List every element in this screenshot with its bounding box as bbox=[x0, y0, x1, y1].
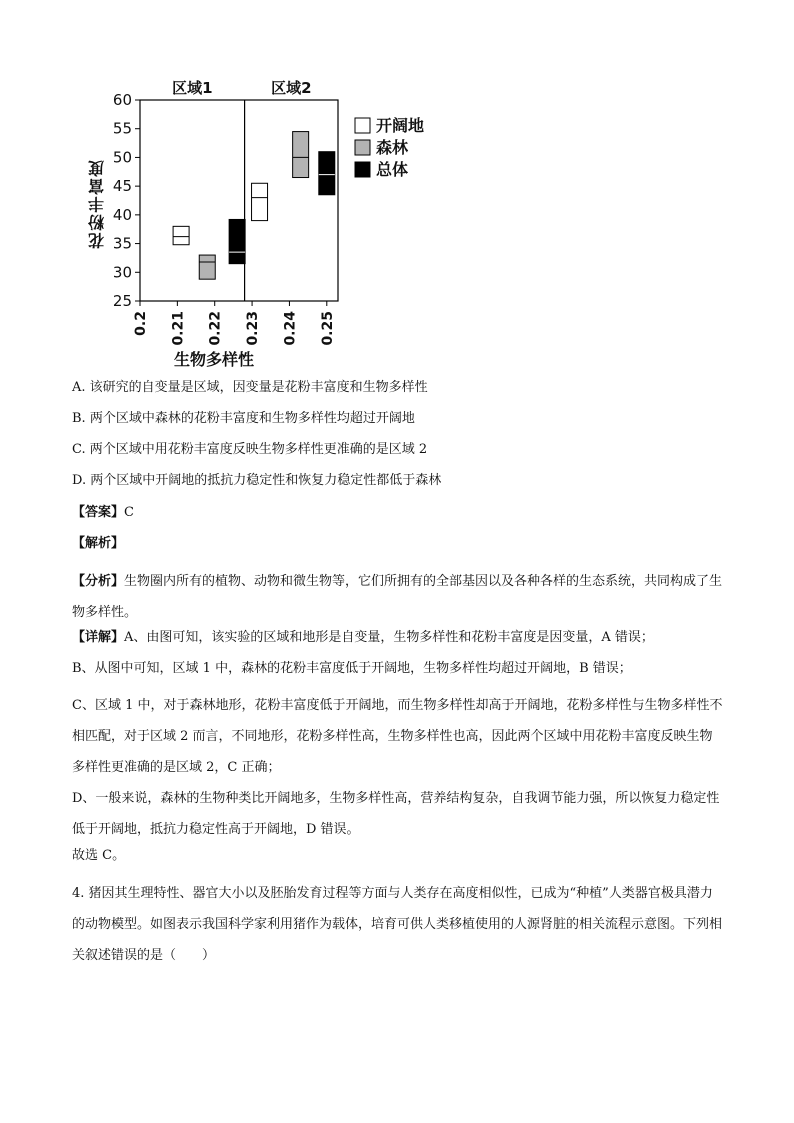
fenxi-paragraph bbox=[72, 566, 724, 628]
x-tick-label: 0.22 bbox=[207, 311, 224, 346]
box-开阔地 bbox=[173, 226, 189, 244]
y-tick-label: 30 bbox=[112, 263, 132, 282]
x-tick-label: 0.25 bbox=[319, 311, 336, 346]
answer-value: C bbox=[124, 505, 134, 520]
option-c: C. 两个区域中用花粉丰富度反映生物多样性更准确的是区域 2 bbox=[72, 442, 428, 457]
y-axis-label: 花粉丰富度 bbox=[87, 158, 107, 249]
option-b: B. 两个区域中森林的花粉丰富度和生物多样性均超过开阔地 bbox=[72, 411, 415, 426]
y-tick-label: 55 bbox=[112, 119, 132, 138]
option-a: A. 该研究的自变量是区域，因变量是花粉丰富度和生物多样性 bbox=[72, 380, 428, 395]
legend-swatch bbox=[355, 140, 370, 155]
xiangjie-label: 【详解】 bbox=[72, 630, 125, 645]
x-tick-label: 0.2 bbox=[133, 311, 149, 336]
panel-label-2: 区域2 bbox=[271, 79, 312, 97]
x-tick-label: 0.23 bbox=[245, 311, 262, 346]
y-tick-label: 50 bbox=[112, 148, 132, 167]
legend-label: 开阔地 bbox=[376, 116, 425, 135]
fenxi-label: 【分析】 bbox=[72, 574, 125, 589]
legend-label: 总体 bbox=[376, 160, 409, 179]
y-tick-label: 45 bbox=[112, 177, 132, 196]
option-d: D. 两个区域中开阔地的抵抗力稳定性和恢复力稳定性都低于森林 bbox=[72, 473, 442, 488]
answer-label: 【答案】 bbox=[72, 505, 125, 520]
plot-frame bbox=[140, 100, 338, 301]
pollen-diversity-chart bbox=[0, 0, 794, 380]
box-开阔地 bbox=[252, 183, 268, 220]
y-tick-label: 40 bbox=[112, 205, 132, 224]
question-4: 4. 猪因其生理特性、器官大小以及胚胎发育过程等方面与人类存在高度相似性，已成为“种植”人类器官极具潜力的动物模型。如图表示我国科学家利用猪作为载体，培育可供人类移植使用的人源肾脏的相关流程示意图。下列相关叙述错误的是（ ） bbox=[72, 886, 723, 963]
answer-line bbox=[72, 503, 724, 523]
y-tick-label: 60 bbox=[112, 91, 132, 109]
xiangjie-line-b: B、从图中可知，区域 1 中，森林的花粉丰富度低于开阔地，生物多样性均超过开阔地，B 错误； bbox=[72, 661, 632, 676]
xiangjie-line-a: 【详解】A、由图可知，该实验的区域和地形是自变量，生物多样性和花粉丰富度是因变量，A 错误； bbox=[72, 630, 654, 645]
box-总体 bbox=[319, 152, 335, 195]
xiangjie-line-c: C、区域 1 中，对于森林地形，花粉丰富度低于开阔地，而生物多样性却高于开阔地，花粉多样性与生物多样性不相匹配，对于区域 2 而言，不同地形，花粉多样性高，生物多样性也高，因此两个区域中用花粉丰富度反映生物多样性更准确的是区域 2，C 正确； bbox=[72, 698, 723, 775]
y-tick-label: 25 bbox=[112, 292, 132, 310]
box-森林 bbox=[199, 255, 215, 279]
legend-swatch bbox=[355, 162, 370, 177]
y-tick-label: 35 bbox=[112, 234, 132, 253]
x-tick-label: 0.21 bbox=[170, 311, 187, 346]
fenxi-text: 生物圈内所有的植物、动物和微生物等，它们所拥有的全部基因以及各种各样的生态系统，共同构成了生物多样性。 bbox=[72, 574, 723, 620]
box-森林 bbox=[293, 132, 309, 178]
x-tick-label: 0.24 bbox=[282, 311, 299, 346]
xiangjie-line-d: D、一般来说，森林的生物种类比开阔地多，生物多样性高，营养结构复杂，自我调节能力强，所以恢复力稳定性低于开阔地，抵抗力稳定性高于开阔地，D 错误。 bbox=[72, 791, 720, 837]
box-总体 bbox=[229, 219, 245, 263]
x-axis-label: 生物多样性 bbox=[173, 350, 255, 369]
panel-label-1: 区域1 bbox=[172, 79, 213, 97]
legend-swatch bbox=[355, 118, 370, 133]
analysis-title: 【解析】 bbox=[72, 536, 125, 551]
conclusion: 故选 C。 bbox=[72, 848, 126, 863]
legend-label: 森林 bbox=[376, 138, 409, 157]
